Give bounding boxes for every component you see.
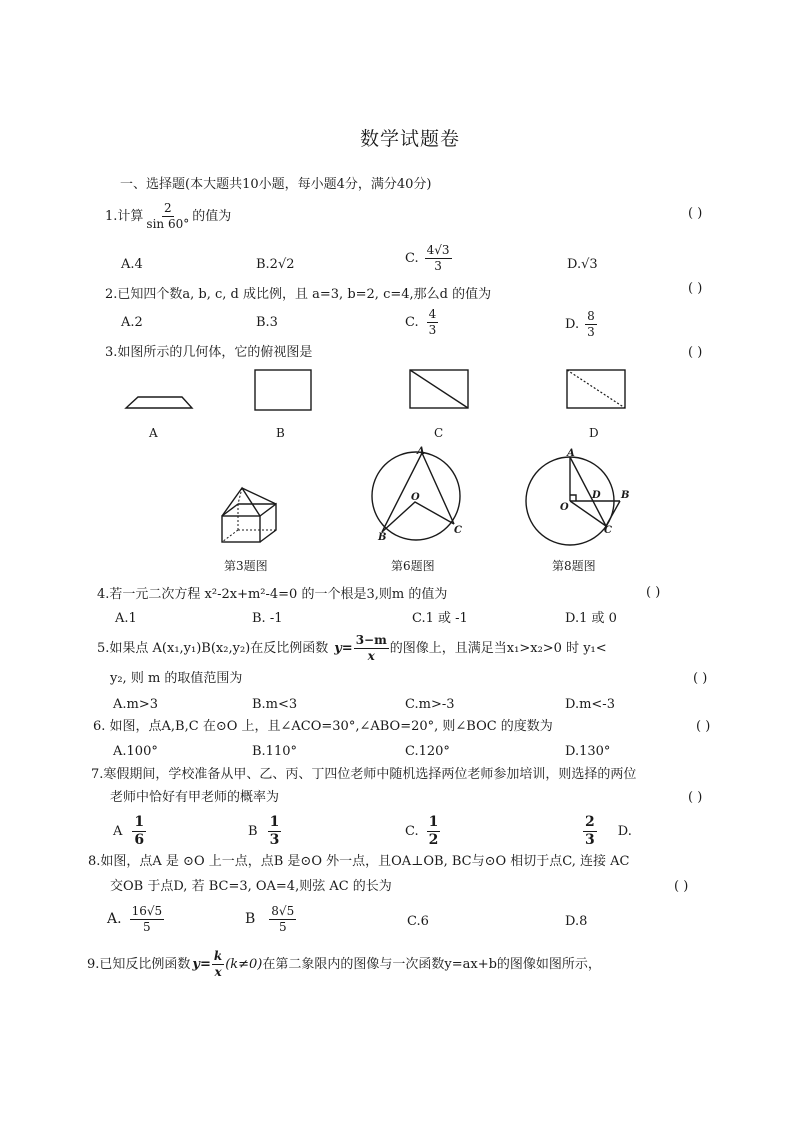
q7-a-numerator: 1 bbox=[134, 814, 145, 830]
q3-label-b: B bbox=[276, 426, 285, 440]
q5-prefix: 5.如果点 A(x₁,y₁)B(x₂,y₂)在反比例函数 bbox=[97, 640, 329, 656]
q7-answer-paren: ( ) bbox=[688, 790, 703, 805]
q7-option-a bbox=[113, 815, 147, 847]
q7-b-numerator: 1 bbox=[269, 814, 280, 830]
fig8-label-o: O bbox=[560, 502, 569, 513]
q1-option-a: A.4 bbox=[121, 257, 143, 272]
q9-denominator: x bbox=[214, 964, 222, 979]
q5-y-equals: y= bbox=[334, 640, 353, 656]
q3-option-d-figure bbox=[566, 369, 628, 411]
q9-numerator: k bbox=[213, 949, 223, 963]
q7-d-fraction bbox=[583, 815, 597, 847]
q2-option-b: B.3 bbox=[256, 315, 278, 330]
q7-d-numerator: 2 bbox=[585, 814, 595, 830]
fig8-label-d: D bbox=[592, 490, 601, 501]
fig6-label-o: O bbox=[411, 492, 420, 503]
q7-option-b bbox=[248, 815, 282, 847]
question-3-stem: 3.如图所示的几何体，它的俯视图是 bbox=[105, 345, 313, 360]
q2-option-a: A.2 bbox=[121, 315, 143, 330]
fig6-label-b: B bbox=[378, 532, 387, 543]
q5-denominator: x bbox=[367, 648, 375, 663]
q8-b-fraction bbox=[269, 905, 296, 933]
q9-fraction bbox=[212, 950, 224, 978]
fig6-caption: 第6题图 bbox=[391, 559, 435, 573]
fig8-caption: 第8题图 bbox=[552, 559, 596, 573]
q4-option-a: A.1 bbox=[115, 611, 137, 626]
q2-d-prefix: D. bbox=[565, 316, 580, 332]
q2-d-denominator: 3 bbox=[587, 324, 595, 339]
q7-b-prefix: B bbox=[248, 823, 258, 839]
question-7-line-2: 老师中恰好有甲老师的概率为 bbox=[110, 790, 280, 805]
q7-c-prefix: C. bbox=[405, 823, 419, 839]
page-title: 数学试题卷 bbox=[360, 128, 461, 150]
q1-c-prefix: C. bbox=[405, 250, 419, 266]
q1-option-b: B.2√2 bbox=[256, 257, 295, 272]
q7-b-fraction bbox=[268, 815, 282, 847]
q3-answer-paren: ( ) bbox=[688, 345, 703, 360]
q6-option-a: A.100° bbox=[113, 744, 158, 759]
q7-a-fraction bbox=[132, 815, 146, 847]
fig8-circle-figure bbox=[524, 450, 634, 550]
q8-option-b bbox=[245, 905, 297, 933]
q7-c-denominator: 2 bbox=[428, 831, 439, 848]
q7-a-prefix: A bbox=[113, 823, 123, 839]
q3-option-b-figure bbox=[254, 369, 314, 413]
q5-option-a: A.m>3 bbox=[113, 697, 159, 712]
fig8-label-b: B bbox=[621, 490, 630, 501]
q1-denominator: sin 60° bbox=[146, 216, 190, 231]
q6-answer-paren: ( ) bbox=[696, 719, 711, 734]
fig3-caption: 第3题图 bbox=[224, 559, 268, 573]
fig3-solid-figure bbox=[218, 486, 282, 548]
q5-fraction bbox=[354, 634, 389, 662]
q1-fraction bbox=[144, 202, 191, 230]
q6-option-c: C.120° bbox=[405, 744, 450, 759]
question-8-line-1: 8.如图，点A 是 ⊙O 上一点，点B 是⊙O 外一点，且OA⊥OB, BC与⊙O 相切于点C, 连接 AC bbox=[88, 854, 630, 869]
fig8-label-c: C bbox=[604, 525, 612, 536]
q4-option-c: C.1 或 -1 bbox=[412, 611, 468, 626]
question-5-stem bbox=[97, 634, 607, 662]
q9-suffix: 在第二象限内的图像与一次函数y=ax+b的图像如图所示， bbox=[262, 956, 601, 972]
q2-c-prefix: C. bbox=[405, 314, 419, 330]
q2-option-c bbox=[405, 308, 439, 336]
q6-option-d: D.130° bbox=[565, 744, 611, 759]
q7-c-numerator: 1 bbox=[428, 814, 439, 830]
fig8-label-a: A bbox=[567, 448, 575, 459]
q5-option-d: D.m<-3 bbox=[565, 697, 615, 712]
q2-d-numerator: 8 bbox=[587, 309, 595, 323]
q1-c-denominator: 3 bbox=[434, 258, 442, 273]
q8-answer-paren: ( ) bbox=[674, 879, 689, 894]
q1-numerator: 2 bbox=[163, 201, 172, 215]
q4-option-d: D.1 或 0 bbox=[565, 611, 617, 626]
q2-d-fraction bbox=[585, 310, 597, 338]
q1-suffix: 的值为 bbox=[192, 208, 232, 224]
q9-condition: (k≠0) bbox=[225, 956, 263, 972]
q6-option-b: B.110° bbox=[252, 744, 297, 759]
q1-answer-paren: ( ) bbox=[688, 206, 703, 221]
q8-option-c: C.6 bbox=[407, 914, 429, 929]
q4-answer-paren: ( ) bbox=[646, 585, 661, 600]
q2-answer-paren: ( ) bbox=[688, 281, 703, 296]
q5-answer-paren: ( ) bbox=[693, 671, 708, 686]
q5-option-c: C.m>-3 bbox=[405, 697, 455, 712]
question-4-stem: 4.若一元二次方程 x²-2x+m²-4=0 的一个根是3,则m 的值为 bbox=[97, 587, 448, 602]
q7-c-fraction bbox=[427, 815, 441, 847]
q2-c-fraction bbox=[427, 308, 439, 336]
q1-option-d: D.√3 bbox=[567, 257, 598, 272]
q3-label-c: C bbox=[434, 426, 444, 440]
q8-b-prefix: B bbox=[245, 911, 256, 928]
q8-b-denominator: 5 bbox=[278, 919, 287, 934]
q8-a-prefix: A. bbox=[107, 911, 122, 928]
q8-option-d: D.8 bbox=[565, 914, 588, 929]
question-6-stem: 6. 如图，点A,B,C 在⊙O 上，且∠ACO=30°,∠ABO=20°, 则∠BOC 的度数为 bbox=[93, 719, 553, 734]
q3-option-c-figure bbox=[409, 369, 471, 411]
q5-option-b: B.m<3 bbox=[252, 697, 298, 712]
q7-d-suffix: D. bbox=[617, 823, 632, 839]
q8-option-a bbox=[107, 905, 165, 933]
q3-label-a: A bbox=[149, 426, 158, 440]
section-heading: 一、选择题(本大题共10小题，每小题4分，满分40分) bbox=[120, 177, 432, 192]
q9-prefix: 9.已知反比例函数 bbox=[87, 956, 191, 972]
q1-prefix: 1.计算 bbox=[105, 208, 144, 224]
q7-option-d bbox=[582, 815, 632, 847]
q7-d-denominator: 3 bbox=[585, 831, 595, 848]
q2-option-d bbox=[565, 310, 598, 338]
q1-option-c bbox=[405, 244, 453, 272]
q8-a-fraction bbox=[130, 905, 165, 933]
question-9-stem bbox=[87, 950, 601, 978]
q7-option-c bbox=[405, 815, 441, 847]
q5-suffix: 的图像上，且满足当x₁>x₂>0 时 y₁< bbox=[389, 640, 607, 656]
q9-y-equals: y= bbox=[192, 956, 211, 972]
question-2-stem: 2.已知四个数a, b, c, d 成比例，且 a=3, b=2, c=4,那么d 的值为 bbox=[105, 287, 492, 302]
q5-line-2: y₂, 则 m 的取值范围为 bbox=[110, 671, 243, 686]
q7-a-denominator: 6 bbox=[134, 831, 145, 848]
q5-numerator: 3−m bbox=[355, 633, 387, 647]
q8-b-numerator: 8√5 bbox=[271, 904, 295, 918]
q3-option-a-figure bbox=[114, 393, 196, 413]
q3-label-d: D bbox=[589, 426, 599, 440]
fig6-label-a: A bbox=[417, 446, 425, 457]
q8-a-denominator: 5 bbox=[143, 919, 151, 934]
fig6-label-c: C bbox=[454, 525, 462, 536]
q4-option-b: B. -1 bbox=[252, 611, 283, 626]
q1-c-numerator: 4√3 bbox=[426, 243, 450, 257]
q7-b-denominator: 3 bbox=[269, 831, 280, 848]
question-8-line-2: 交OB 于点D, 若 BC=3, OA=4,则弦 AC 的长为 bbox=[110, 879, 392, 894]
q8-a-numerator: 16√5 bbox=[131, 904, 163, 918]
question-1-stem bbox=[105, 202, 231, 230]
q1-c-fraction bbox=[425, 244, 452, 272]
q2-c-numerator: 4 bbox=[428, 307, 437, 321]
question-7-line-1: 7.寒假期间，学校准备从甲、乙、丙、丁四位老师中随机选择两位老师参加培训，则选择的两位 bbox=[91, 767, 637, 782]
q2-c-denominator: 3 bbox=[428, 322, 437, 337]
